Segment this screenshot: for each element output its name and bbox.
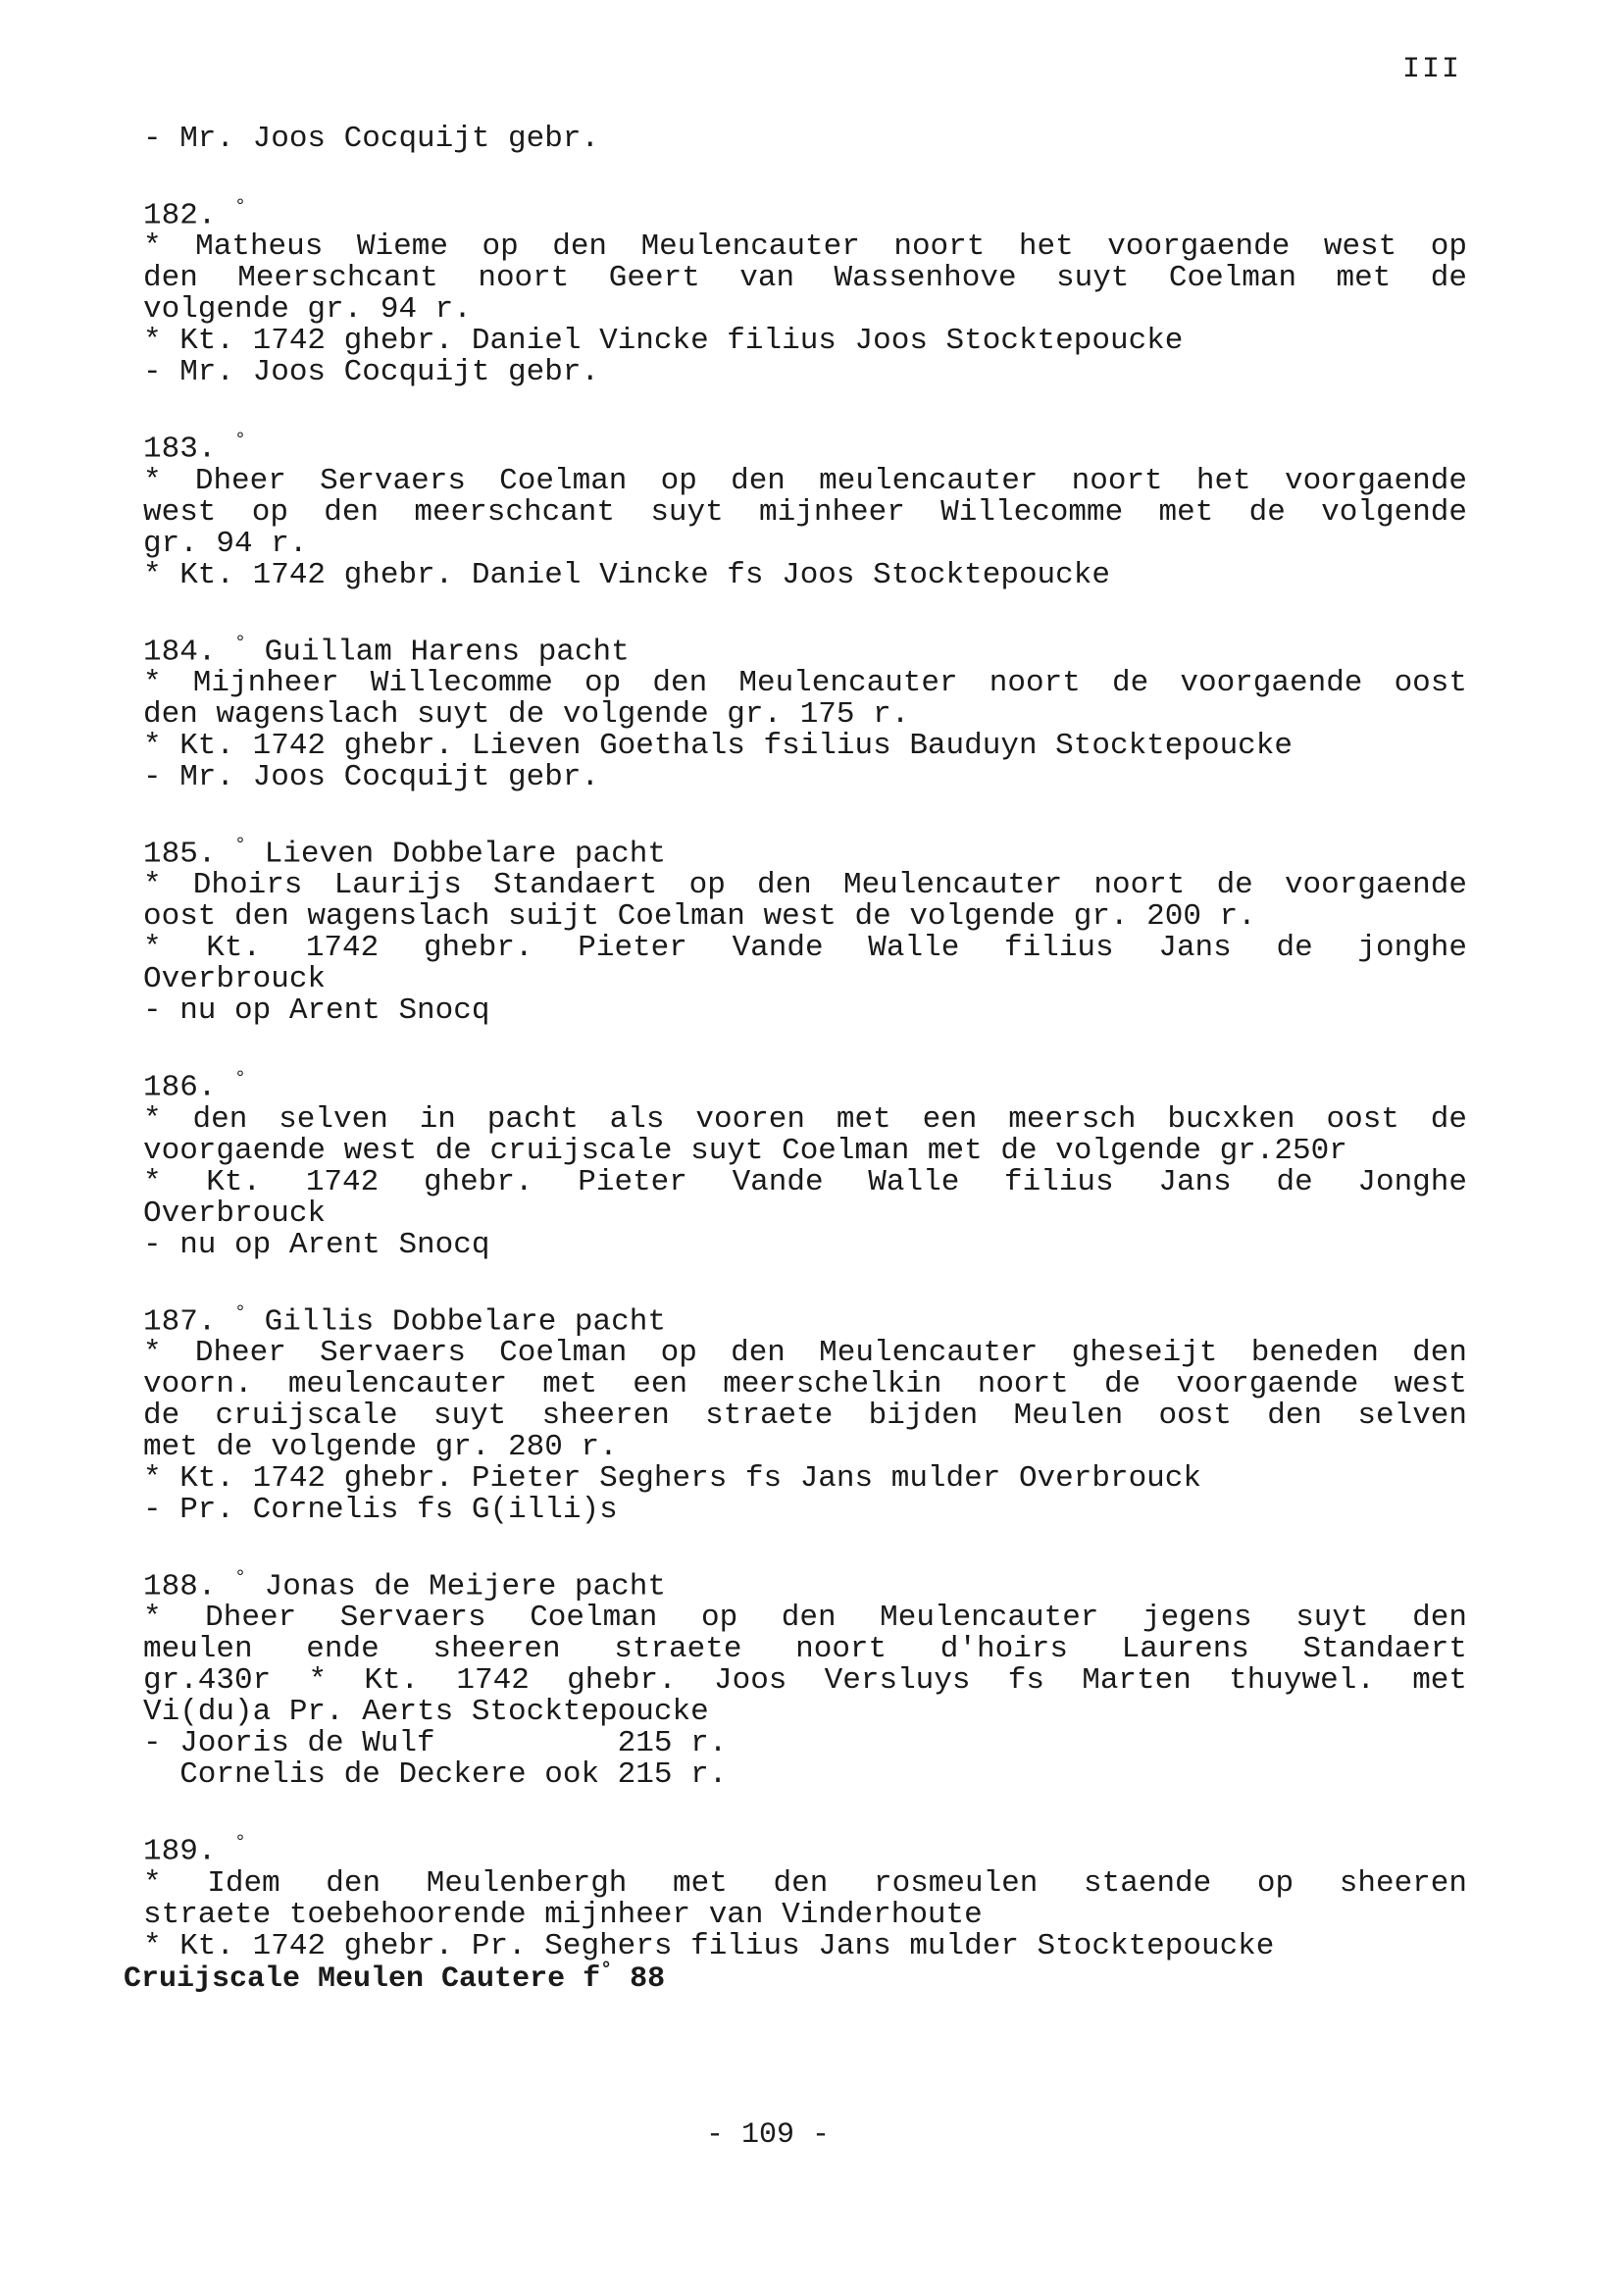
entry-header: [143, 1563, 1467, 1603]
entry-header: [143, 831, 1467, 870]
page-roman-numeral: III: [1402, 53, 1462, 86]
entry-number: 187.: [143, 1303, 217, 1339]
page-footer-number: - 109 -: [706, 2118, 831, 2152]
entry: [143, 426, 1467, 590]
entry-line: gr.430r * Kt. 1742 ghebr. Joos Versluys fs Marten thuywel. met: [143, 1663, 1467, 1699]
entry-line: * Kt. 1742 ghebr. Daniel Vincke filius Joos Stocktepoucke: [143, 324, 1184, 359]
entry-degree: °: [234, 632, 247, 655]
entry-line: * Idem den Meulenbergh met den rosmeulen staende op sheeren: [143, 1865, 1467, 1901]
entry-header: [143, 1298, 1467, 1338]
entry-line: volgende gr. 94 r.: [143, 292, 472, 328]
entry-tenant: Jonas de Meijere pacht: [264, 1569, 666, 1604]
entry-line: voorgaende west de cruijscale suyt Coelman met de volgende gr.250r: [143, 1133, 1347, 1168]
section-heading-text: Cruijscale Meulen Cautere f: [124, 1962, 601, 1996]
entry-line: * Kt. 1742 ghebr. Pieter Vande Walle filius Jans de jonghe: [143, 931, 1467, 966]
entry-line: Overbrouck: [143, 1196, 327, 1231]
entry-line: straete toebehoorende mijnheer van Vinderhoute: [143, 1897, 983, 1932]
entry-line: Overbrouck: [143, 962, 327, 997]
entry-line: meulen ende sheeren straete noort d'hoirs Laurens Standaert: [143, 1632, 1467, 1667]
section-heading-folio: 88: [630, 1962, 666, 1996]
entry-number: 188.: [143, 1569, 217, 1604]
entry-degree: °: [234, 1566, 247, 1590]
entry-line: * Mijnheer Willecomme op den Meulencauter noort de voorgaende oost: [143, 665, 1467, 700]
entry-header: [143, 1828, 1467, 1867]
entry-list: [143, 192, 1467, 1962]
entry-line: * Kt. 1742 ghebr. Lieven Goethals fsilius Bauduyn Stocktepoucke: [143, 728, 1293, 763]
entry-degree: °: [234, 834, 247, 857]
entry-line: de cruijscale suyt sheeren straete bijden Meulen oost den selven: [143, 1398, 1467, 1433]
entry-line: den Meerschcant noort Geert van Wassenhove suyt Coelman met de: [143, 261, 1467, 296]
entry-line: gr. 94 r.: [143, 526, 308, 561]
entry: [143, 629, 1467, 793]
entry-degree: °: [234, 1301, 247, 1325]
entry-line: - Mr. Joos Cocquijt gebr.: [143, 355, 600, 390]
entry-number: 184.: [143, 634, 217, 669]
entry: [143, 831, 1467, 1027]
entry-line: * Dhoirs Laurijs Standaert op den Meulencauter noort de voorgaende: [143, 868, 1467, 903]
entry-degree: °: [234, 1832, 247, 1856]
entry: [143, 1064, 1467, 1260]
entry-line: * den selven in pacht als vooren met een meersch bucxken oost de: [143, 1101, 1467, 1137]
entry: [143, 1563, 1467, 1791]
entry-header: [143, 192, 1467, 231]
entry: [143, 192, 1467, 388]
entry-line: - Jooris de Wulf 215 r.: [143, 1726, 728, 1761]
entry-number: 183.: [143, 432, 217, 467]
entry-tenant: Lieven Dobbelare pacht: [264, 837, 666, 872]
entry: [143, 1828, 1467, 1961]
entry-line: * Dheer Servaers Coelman op den Meulencauter jegens suyt den: [143, 1601, 1467, 1636]
entry-line: * Kt. 1742 ghebr. Pieter Seghers fs Jans mulder Overbrouck: [143, 1460, 1201, 1496]
entry-degree: °: [234, 430, 247, 453]
entry-number: 189.: [143, 1834, 217, 1869]
entry-number: 186.: [143, 1070, 217, 1105]
entry-line: - Mr. Joos Cocquijt gebr.: [143, 759, 600, 794]
entry-line: met de volgende gr. 280 r.: [143, 1429, 618, 1464]
entry-header: [143, 1064, 1467, 1103]
section-heading-degree: °: [600, 1960, 613, 1982]
entry-tenant: Guillam Harens pacht: [264, 634, 630, 669]
entry: [143, 1298, 1467, 1526]
entry-number: 182.: [143, 198, 217, 233]
entry-line: * Kt. 1742 ghebr. Pieter Vande Walle filius Jans de Jonghe: [143, 1164, 1467, 1199]
entry-degree: °: [234, 1068, 247, 1092]
entry-line: * Dheer Servaers Coelman op den Meulencauter gheseijt beneden den: [143, 1335, 1467, 1370]
entry-line: - nu op Arent Snocq: [143, 1227, 490, 1262]
entry-line: * Kt. 1742 ghebr. Pr. Seghers filius Jans mulder Stocktepoucke: [143, 1928, 1275, 1963]
entry-line: Cornelis de Deckere ook 215 r.: [143, 1757, 728, 1793]
entry-line: Vi(du)a Pr. Aerts Stocktepoucke: [143, 1695, 709, 1730]
entry-header: [143, 629, 1467, 668]
entry-line: * Matheus Wieme op den Meulencauter noort het voorgaende west op: [143, 229, 1467, 265]
intro-line: - Mr. Joos Cocquijt gebr.: [143, 122, 600, 156]
entry-line: den wagenslach suyt de volgende gr. 175 r.: [143, 696, 910, 732]
entry-line: * Dheer Servaers Coelman op den meulencauter noort het voorgaende: [143, 463, 1467, 498]
entry-number: 185.: [143, 837, 217, 872]
entry-line: - Pr. Cornelis fs G(illi)s: [143, 1492, 618, 1527]
entry-line: oost den wagenslach suijt Coelman west de volgende gr. 200 r.: [143, 899, 1256, 935]
section-heading: [124, 1960, 665, 1996]
entry-header: [143, 426, 1467, 465]
entry-line: voorn. meulencauter met een meerschelkin noort de voorgaende west: [143, 1366, 1467, 1401]
entry-line: west op den meerschcant suyt mijnheer Willecomme met de volgende: [143, 494, 1467, 530]
entry-tenant: Gillis Dobbelare pacht: [264, 1303, 666, 1339]
entry-line: * Kt. 1742 ghebr. Daniel Vincke fs Joos Stocktepoucke: [143, 557, 1110, 592]
entry-degree: °: [234, 196, 247, 219]
document-body: [143, 124, 1467, 1962]
entry-line: - nu op Arent Snocq: [143, 993, 490, 1029]
